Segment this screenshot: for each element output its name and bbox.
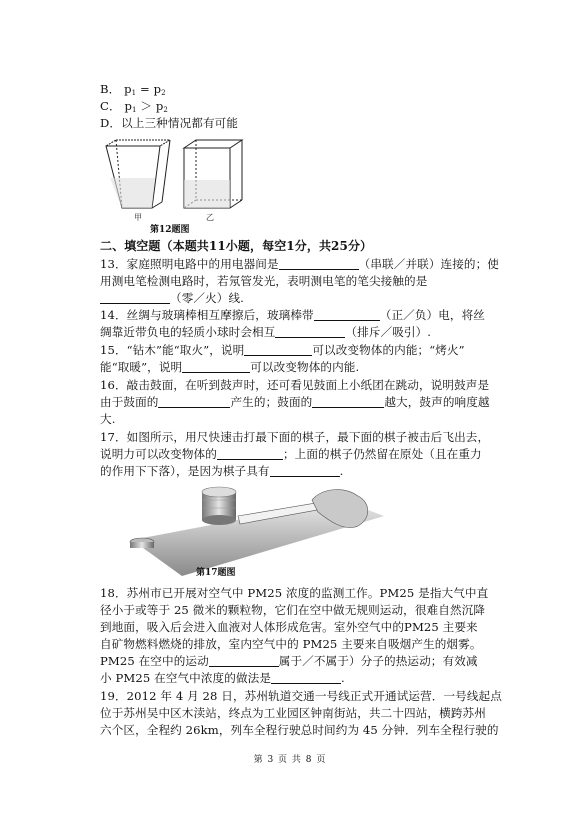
question-18-cont5: 小 PM25 在空气中浓度的做法是 . xyxy=(100,671,345,685)
figure-12-caption: 第12题图 xyxy=(150,225,190,235)
question-16: 16．敲击鼓面，在听到鼓声时，还可看见鼓面上小纸团在跳动，说明鼓声是 xyxy=(100,378,490,392)
answer-blank[interactable] xyxy=(271,671,341,684)
answer-blank[interactable] xyxy=(100,291,170,304)
option-letter: B． xyxy=(100,82,121,96)
question-19-cont2: 六个区，全程约 26km，列车全程行驶总时间约为 45 分钟．列车全程行驶的 xyxy=(100,723,499,737)
question-19-cont: 位于苏州吴中区木渎站，终点为工业园区钟南街站，共二十四站，横跨苏州 xyxy=(100,706,486,720)
answer-blank[interactable] xyxy=(244,343,312,356)
question-16-cont2: 大. xyxy=(100,412,116,426)
question-18-cont4: PM25 在空中的运动 属于／不属于）分子的热运动；有效减 xyxy=(100,654,478,668)
question-13: 13．家庭照明电路中的用电器间是 （串联／并联）连接的；使 xyxy=(100,257,499,271)
question-18-cont3: 自矿物燃料燃烧的排放，室内空气中的 PM25 主要来自吸烟产生的烟雾。 xyxy=(100,637,482,651)
question-17-cont: 说明力可以改变物体的 ；上面的棋子仍然留在原处（且在重力 xyxy=(100,447,482,461)
question-18-cont2: 到地面，吸入后会进入血液对人体形成危害。室外空气中的PM25 主要来 xyxy=(100,620,478,634)
section-title: 二、填空题（本题共11小题，每空1分，共25分） xyxy=(100,239,373,253)
container-left-figure xyxy=(106,140,170,208)
question-14: 14．丝绸与玻璃棒相互摩擦后，玻璃棒带 （正／负）电，将丝 xyxy=(100,308,485,322)
answer-blank[interactable] xyxy=(270,464,340,477)
option-text: 以上三种情况都有可能 xyxy=(121,116,239,130)
page-footer: 第 3 页 共 8 页 xyxy=(253,755,327,765)
answer-blank[interactable] xyxy=(275,325,345,338)
chess-piece-stack xyxy=(202,487,236,525)
answer-blank[interactable] xyxy=(158,395,230,408)
question-13-cont2: （零／火）线. xyxy=(100,290,486,306)
figure-12-containers xyxy=(100,138,260,228)
question-14-cont: 绸靠近带负电的轻质小球时会相互 （排斥／吸引）. xyxy=(100,325,432,339)
option-d xyxy=(100,115,486,131)
answer-blank[interactable] xyxy=(312,395,384,408)
question-16-cont: 由于鼓面的 产生的；鼓面的 越大，鼓声的响度越 xyxy=(100,395,490,409)
question-15: 15．“钻木”能“取火”，说明 可以改变物体的内能；“烤火” xyxy=(100,343,465,357)
question-18: 18．苏州市已开展对空气中 PM25 浓度的监测工作。PM25 是指大气中直 xyxy=(100,586,489,600)
question-15-cont: 能“取暖”，说明 可以改变物体的内能. xyxy=(100,360,360,374)
answer-blank[interactable] xyxy=(217,447,283,460)
figure-17-caption: 第17题图 xyxy=(196,568,236,578)
answer-blank[interactable] xyxy=(314,308,380,321)
answer-blank[interactable] xyxy=(279,257,359,270)
figure-label-right: 乙 xyxy=(206,213,214,222)
question-17: 17．如图所示，用尺快速击打最下面的棋子，最下面的棋子被击后飞出去， xyxy=(100,430,490,444)
option-letter: D． xyxy=(100,116,122,130)
option-letter: C． xyxy=(100,99,121,113)
figure-17-photo xyxy=(122,480,392,578)
answer-blank[interactable] xyxy=(182,360,250,373)
flying-chess-piece xyxy=(130,538,154,548)
answer-blank[interactable] xyxy=(209,654,279,667)
figure-label-left: 甲 xyxy=(134,213,142,222)
option-b: B． $p_1 = p_2$ xyxy=(100,82,166,97)
container-right-figure xyxy=(184,140,242,208)
question-18-cont: 径小于或等于 25 微米的颗粒物，它们在空中做无规则运动，很难自然沉降 xyxy=(100,603,486,617)
question-13-cont: 用测电笔检测电路时，若氖管发光，表明测电笔的笔尖接触的是 xyxy=(100,274,428,288)
option-c: C． $p_1 > p_2$ xyxy=(100,99,168,114)
question-19: 19．2012 年 4 月 28 日，苏州轨道交通一号线正式开通试运营．一号线起点 xyxy=(100,689,502,703)
question-17-cont2: 的作用下下落），是因为棋子具有 . xyxy=(100,464,344,478)
